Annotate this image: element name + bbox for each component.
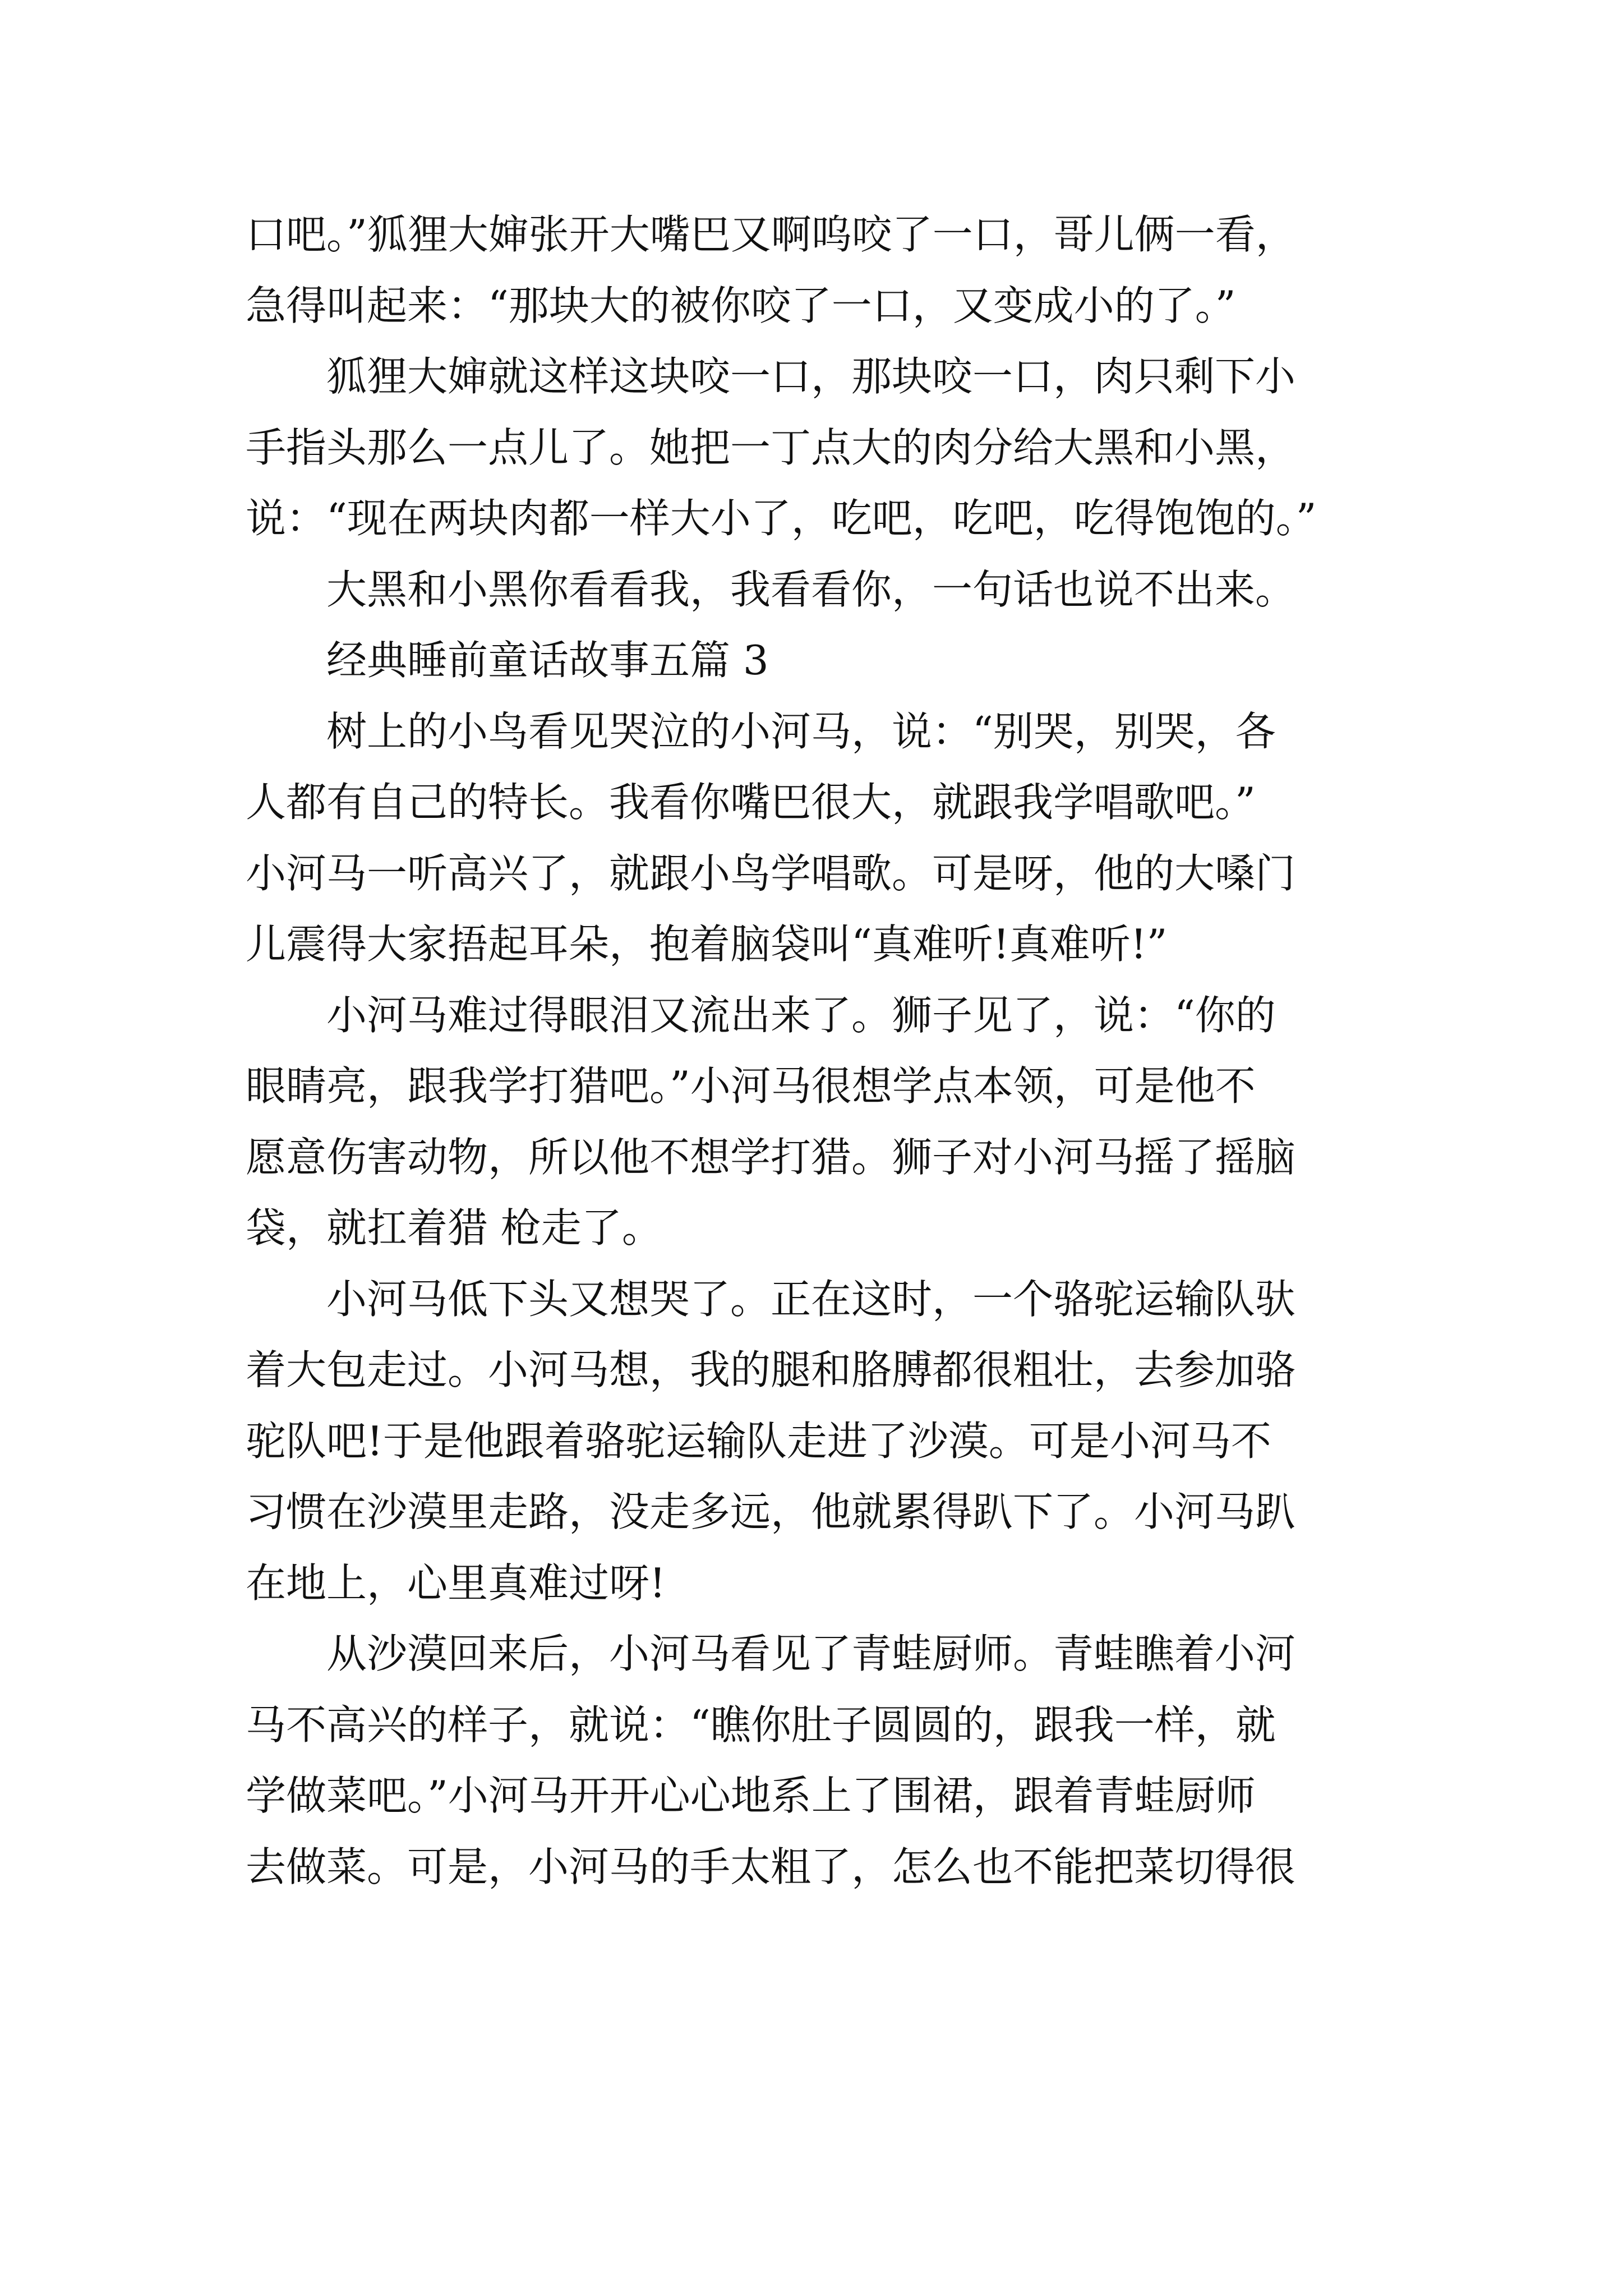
text-line: 说：“现在两块肉都一样大小了，吃吧，吃吧，吃得饱饱的。” xyxy=(246,495,1317,542)
text-line: 小河马难过得眼泪又流出来了。狮子见了，说：“你的 xyxy=(246,991,1276,1039)
text-line: 袋，就扛着猎 枪走了。 xyxy=(246,1204,662,1251)
text-line: 习惯在沙漠里走路，没走多远，他就累得趴下了。小河马趴 xyxy=(246,1488,1296,1535)
text-line: 人都有自己的特长。我看你嘴巴很大，就跟我学唱歌吧。” xyxy=(246,779,1256,826)
body-text xyxy=(246,199,1423,1902)
text-line: 小河马一听高兴了，就跟小鸟学唱歌。可是呀，他的大嗓门 xyxy=(246,849,1296,897)
text-line: 急得叫起来：“那块大的被你咬了一口，又变成小的了。” xyxy=(246,282,1236,329)
text-line: 树上的小鸟看见哭泣的小河马，说：“别哭，别哭，各 xyxy=(246,707,1276,755)
text-line: 着大包走过。小河马想，我的腿和胳膊都很粗壮，去参加骆 xyxy=(246,1346,1296,1393)
text-line: 愿意伤害动物，所以他不想学打猎。狮子对小河马摇了摇脑 xyxy=(246,1133,1296,1181)
text-line: 大黑和小黑你看看我，我看看你，一句话也说不出来。 xyxy=(246,565,1296,613)
text-line: 去做菜。可是，小河马的手太粗了，怎么也不能把菜切得很 xyxy=(246,1843,1296,1890)
section-heading: 经典睡前童话故事五篇 3 xyxy=(246,637,769,684)
text-line: 马不高兴的样子，就说：“瞧你肚子圆圆的，跟我一样，就 xyxy=(246,1701,1276,1749)
text-line: 小河马低下头又想哭了。正在这时，一个骆驼运输队驮 xyxy=(246,1275,1296,1323)
text-line: 从沙漠回来后，小河马看见了青蛙厨师。青蛙瞧着小河 xyxy=(246,1630,1296,1677)
text-line: 驼队吧!于是他跟着骆驼运输队走进了沙漠。可是小河马不 xyxy=(246,1417,1271,1465)
text-line: 在地上，心里真难过呀! xyxy=(246,1559,666,1607)
text-line: 眼睛亮，跟我学打猎吧。”小河马很想学点本领，可是他不 xyxy=(246,1062,1256,1110)
text-line: 儿震得大家捂起耳朵，抱着脑袋叫“真难听!真难听!” xyxy=(246,921,1168,968)
text-line: 学做菜吧。”小河马开开心心地系上了围裙，跟着青蛙厨师 xyxy=(246,1772,1256,1819)
text-line: 口吧。”狐狸大婶张开大嘴巴又啊呜咬了一口，哥儿俩一看， xyxy=(246,211,1296,258)
text-line: 狐狸大婶就这样这块咬一口，那块咬一口，肉只剩下小 xyxy=(246,353,1296,400)
text-line: 手指头那么一点儿了。她把一丁点大的肉分给大黑和小黑， xyxy=(246,424,1296,471)
